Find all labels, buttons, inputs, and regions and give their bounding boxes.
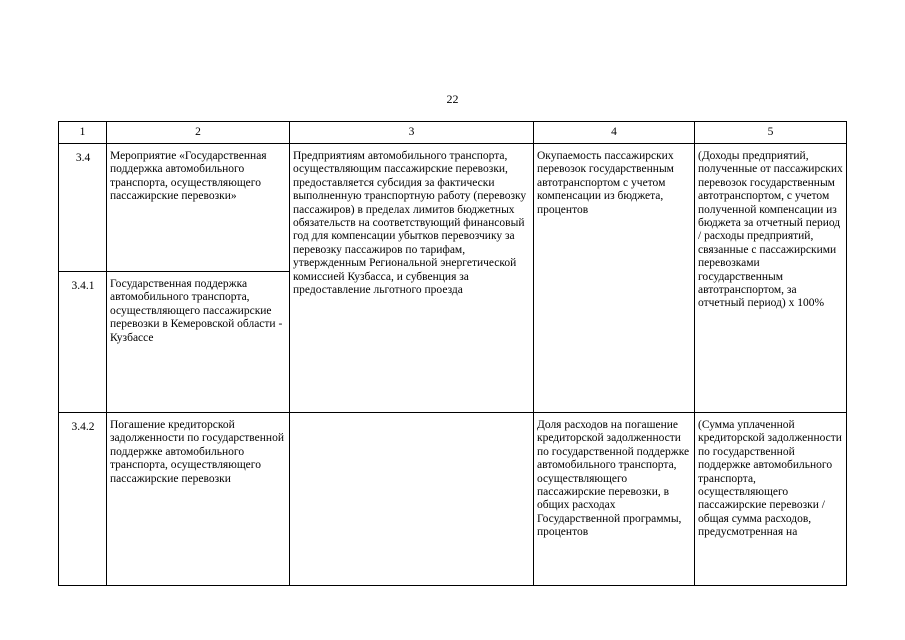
indicator-formula: (Сумма уплаченной кредиторской задолженности по государственной поддержке автомобильного транспорта, осуществляющего пассажирские перевозки / общая сумма расходов, предусмотренная на xyxy=(695,413,847,586)
measure-description xyxy=(290,413,534,586)
table-row xyxy=(59,413,847,586)
row-number: 3.4 xyxy=(59,144,107,272)
measure-name: Мероприятие «Государственная поддержка автомобильного транспорта, осуществляющего пассажирские перевозки» xyxy=(107,144,290,272)
column-header: 1 xyxy=(59,122,107,144)
column-header: 2 xyxy=(107,122,290,144)
column-header: 3 xyxy=(290,122,534,144)
page-number: 22 xyxy=(446,92,459,106)
measure-name: Погашение кредиторской задолженности по государственной поддержке автомобильного транспорта, осуществляющего пассажирские перевозки xyxy=(107,413,290,586)
row-number: 3.4.2 xyxy=(59,413,107,586)
measure-name: Государственная поддержка автомобильного транспорта, осуществляющего пассажирские перевозки в Кемеровской области - Кузбассе xyxy=(107,272,290,413)
table-header-row xyxy=(59,122,847,144)
table-row xyxy=(59,144,847,272)
measure-description: Предприятиям автомобильного транспорта, осуществляющим пассажирские перевозки, предоставляется субсидия за фактически выполненную транспортную работу (перевозку пассажиров) в пределах лимитов бюджетных обязательств на соответствующий финансовый год для компенсации убытков перевозчику за перевозку пассажиров по тарифам, утвержденным Региональной энергетической комиссией Кузбасса, и субвенция за предоставление льготного проезда xyxy=(290,144,534,413)
program-table xyxy=(58,121,847,586)
indicator-name: Доля расходов на погашение кредиторской задолженности по государственной поддержке автомобильного транспорта, осуществляющего пассажирские перевозки, в общих расходах Государственной программы, процентов xyxy=(534,413,695,586)
indicator-formula: (Доходы предприятий, полученные от пассажирских перевозок государственным автотранспортом, с учетом полученной компенсации из бюджета за отчетный период / расходы предприятий, связанные с пассажирскими перевозками государственным автотранспортом, за отчетный период) x 100% xyxy=(695,144,847,413)
column-header: 4 xyxy=(534,122,695,144)
row-number: 3.4.1 xyxy=(59,272,107,413)
column-header: 5 xyxy=(695,122,847,144)
indicator-name: Окупаемость пассажирских перевозок государственным автотранспортом с учетом компенсации из бюджета, процентов xyxy=(534,144,695,413)
